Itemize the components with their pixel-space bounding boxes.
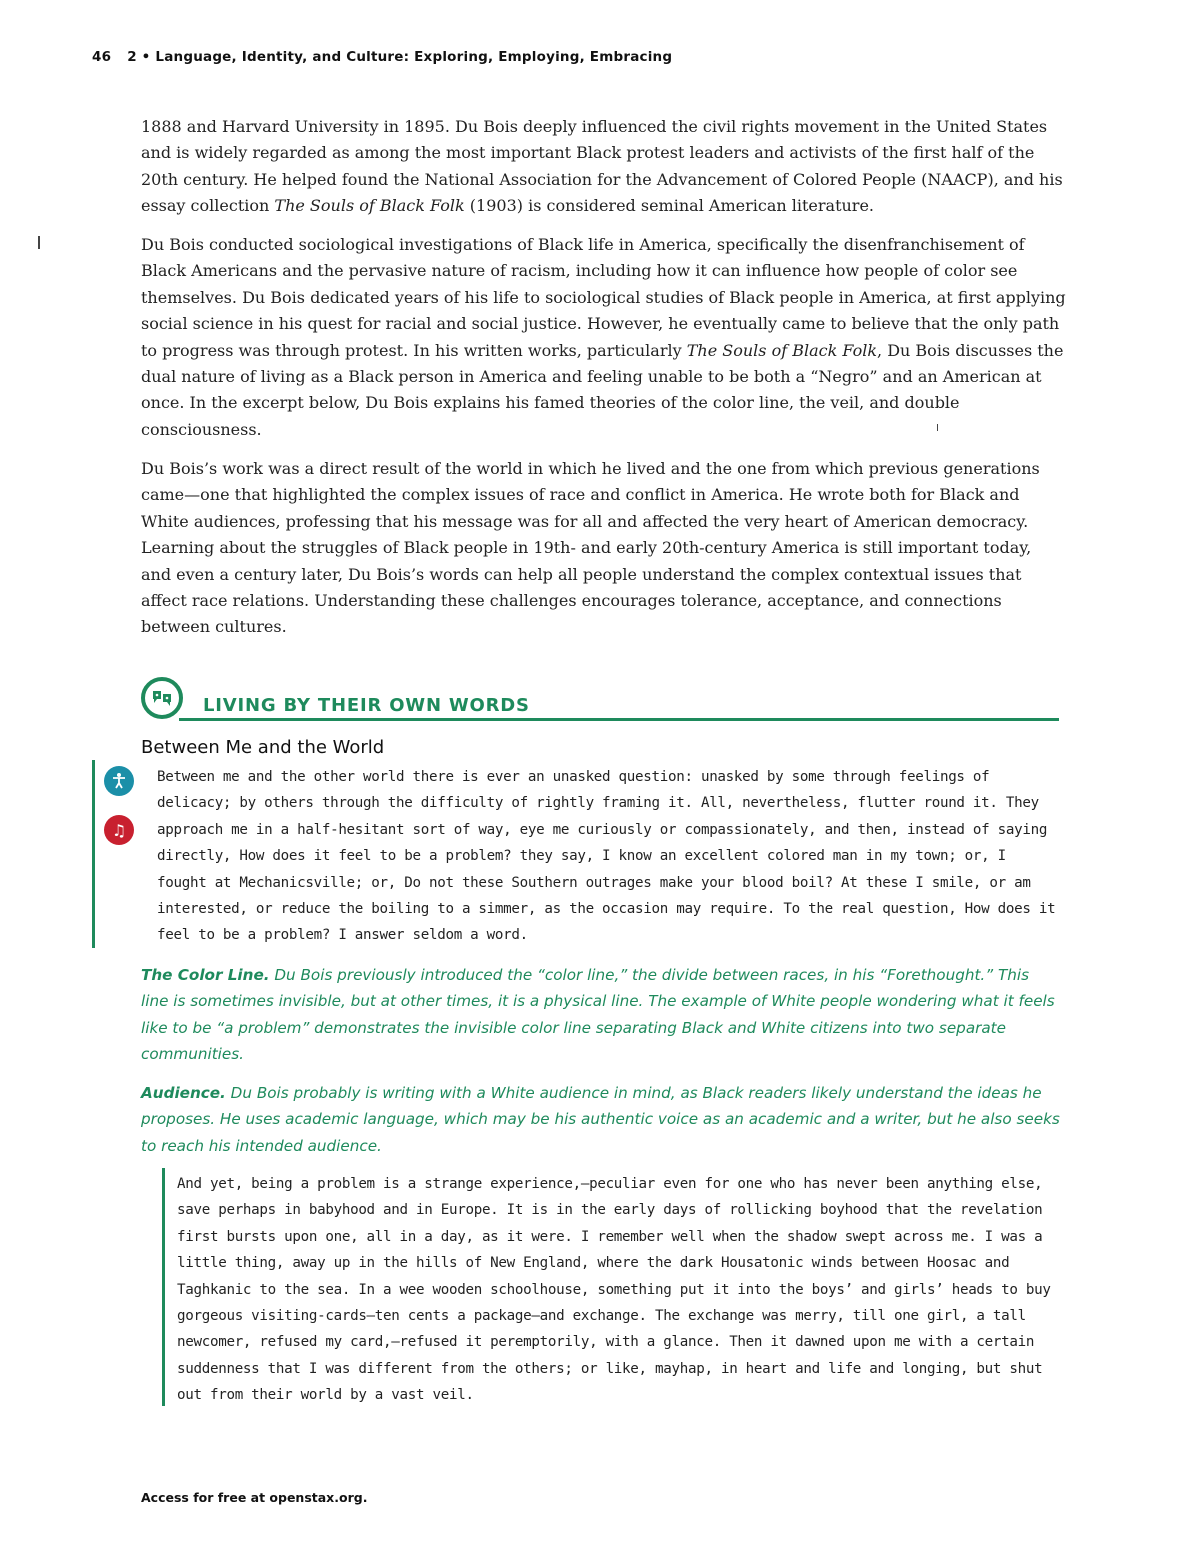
excerpt-1: Between me and the other world there is ever an unasked question: unasked by some through feelings of delicacy; by others through the difficulty of rightly framing it. All, nevertheless, flutter round it. They approach me in a half-hesitant sort of way, eye me curiously or compassionately, and then, instead of saying directly, How does it feel to be a problem? they say, I know an excellent colored man in my town; or, I fought at Mechanicsville; or, Do not these Southern outrages make your blood boil? At these I smile, or am interested, or reduce the boiling to a simmer, as the occasion may require. To the real question, How does it feel to be a problem? I answer seldom a word.: [157, 769, 1056, 944]
excerpt-title: Between Me and the World: [141, 737, 385, 758]
paragraph-1: [141, 114, 1066, 220]
section-header: [141, 677, 1059, 725]
section-title: LIVING BY THEIR OWN WORDS: [203, 695, 530, 716]
accessibility-icon[interactable]: [104, 766, 134, 796]
paragraph-3: Du Bois’s work was a direct result of the world in which he lived and the one from which previous generations came—one that highlighted the complex issues of race and conflict in America. He wrote both for Black and White audiences, professing that his message was for all and affected the very heart of American democracy. Learning about the struggles of Black people in 19th- and early 20th-century America is still important today, and even a century later, Du Bois’s words can help all people understand the complex contextual issues that affect race relations. Understanding these challenges encourages tolerance, acceptance, and connections between cultures.: [141, 459, 1040, 637]
music-note-icon[interactable]: ♫: [104, 815, 134, 845]
book-title: The Souls of Black Folk: [686, 340, 878, 360]
page-number: 46: [92, 49, 112, 65]
excerpt-2: And yet, being a problem is a strange experience,—peculiar even for one who has never been anything else, save perhaps in babyhood and in Europe. It is in the early days of rollicking boyhood that the revelation first bursts upon one, all in a day, as it were. I remember well when the shadow swept across me. I was a little thing, away up in the hills of New England, where the dark Housatonic winds between Hoosac and Taghkanic to the sea. In a wee wooden schoolhouse, something put it into the boys’ and girls’ heads to buy gorgeous visiting-cards—ten cents a package—and exchange. The exchange was merry, till one girl, a tall newcomer, refused my card,—refused it peremptorily, with a glance. Then it dawned upon me with a certain suddenness that I was different from the others; or like, mayhap, in heart and life and longing, but shut out from their world by a vast veil.: [177, 1176, 1051, 1404]
excerpt-bar: [162, 1168, 165, 1406]
excerpt-bar: [92, 760, 95, 948]
running-header: [92, 49, 672, 65]
footer-text: Access for free at openstax.org.: [141, 1490, 368, 1505]
paragraph-2-text-a: Du Bois conducted sociological investigations of Black life in America, specifically the disenfranchisement of Black Americans and the pervasive nature of racism, including how it can influence how people of color see themselves. Du Bois dedicated years of his life to sociological studies of Black people in America, at first applying social science in his quest for racial and social justice. However, he eventually came to believe that the only path to progress was through protest. In his written works, particularly: [141, 235, 1066, 360]
margin-mark: [937, 424, 938, 431]
annotation-text: Du Bois previously introduced the “color line,” the divide between races, in his “Forethought.” This line is sometimes invisible, but at other times, it is a physical line. The example of White people wondering what it feels like to be “a problem” demonstrates the invisible color line separating Black and White citizens into two separate communities.: [141, 966, 1055, 1064]
chapter-title: 2 • Language, Identity, and Culture: Exploring, Employing, Embracing: [127, 49, 673, 65]
annotation-lead: Audience.: [141, 1084, 226, 1102]
annotation-color-line: [141, 962, 1061, 1068]
paragraph-1-text-a: 1888 and Harvard University in 1895. Du Bois deeply influenced the civil rights movement in the United States and is widely regarded as among the most important Black protest leaders and activists of the first half of the 20th century. He helped found the National Association for the Advancement of Colored People (NAACP), and his essay collection: [141, 117, 1063, 216]
paragraph-1-text-b: (1903) is considered seminal American literature.: [464, 196, 874, 216]
paragraph-2-text-b: , Du Bois discusses the dual nature of living as a Black person in America and feeling unable to be both a “Negro” and an American at once. In the excerpt below, Du Bois explains his famed theories of the color line, the veil, and double consciousness.: [141, 340, 1064, 439]
annotation-lead: The Color Line.: [141, 966, 270, 984]
annotation-audience: [141, 1080, 1061, 1159]
speech-quote-icon: [141, 677, 183, 719]
margin-mark: [38, 236, 40, 249]
paragraph-2: [141, 232, 1066, 443]
annotation-text: Du Bois probably is writing with a White audience in mind, as Black readers likely understand the ideas he proposes. He uses academic language, which may be his authentic voice as an academic and a writer, but he also seeks to reach his intended audience.: [141, 1084, 1060, 1155]
book-title: The Souls of Black Folk: [274, 196, 465, 216]
section-rule: [179, 718, 1059, 721]
